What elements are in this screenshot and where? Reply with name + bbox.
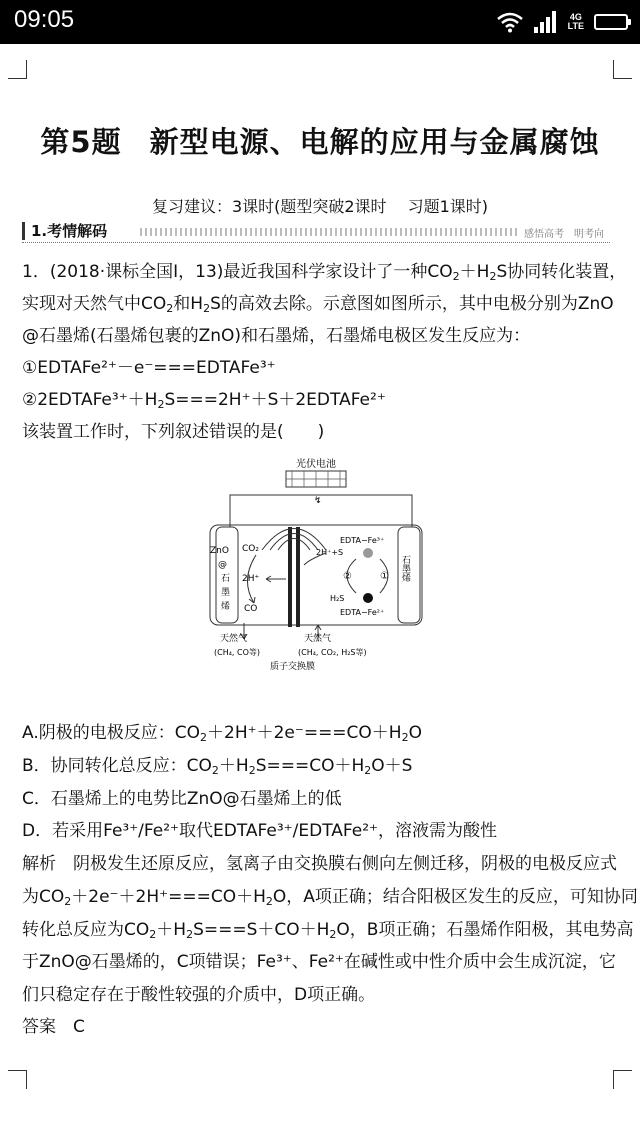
status-bar: [0, 0, 640, 44]
question-line-3: @石墨烯(石墨烯包裹的ZnO)和石墨烯，石墨烯电极区发生反应为：: [22, 326, 531, 346]
electrolysis-diagram: [200, 455, 440, 683]
label-co2: CO₂: [242, 544, 259, 554]
answer: 答案 C: [22, 1017, 85, 1037]
analysis-line-2: 为$CO_2+2e^-+2H^+===CO+H_2O$，A项正确；结合阳极区发生的反应，可知协同: [22, 887, 638, 908]
option-a: A.阴极的电极反应：$CO_2+2H^++2e^-===CO+H_2O$: [22, 723, 422, 744]
label-co: CO: [244, 604, 258, 614]
option-d: D．若采用Fe³⁺/Fe²⁺取代EDTAFe³⁺/EDTAFe²⁺，溶液需为酸性: [22, 821, 497, 841]
section-subtitle: 感悟高考 明考向: [524, 229, 604, 240]
label-2h: 2H⁺: [242, 574, 260, 584]
svg-text:ZnO: ZnO: [210, 546, 229, 556]
signal-icon: [534, 11, 558, 33]
section-divider: [140, 228, 520, 236]
pv-label: 光伏电池: [296, 459, 336, 470]
reaction-1: ①EDTAFe²⁺－e⁻===EDTAFe³⁺: [22, 358, 276, 378]
reaction-2: $②2EDTAFe^{3+}+H_2S===2H^++S+2EDTAFe^{2+}$: [22, 390, 386, 411]
label-step-2: ②: [343, 571, 352, 582]
label-gas-out: 天然气: [220, 634, 248, 644]
label-2h-s: 2H⁺+S: [316, 548, 344, 557]
label-graphene: 石墨烯: [400, 555, 410, 582]
question-line-1: 1．(2018·课标全国Ⅰ，13)最近我国科学家设计了一种$CO_2+H_2S$协同转化装置，: [22, 262, 627, 283]
label-edta-fe3: EDTA−Fe³⁺: [340, 536, 385, 545]
proton-exchange-membrane: [288, 527, 292, 627]
label-gas-in: 天然气: [304, 634, 332, 644]
wifi-icon: [496, 11, 524, 33]
question-line-2: 实现对天然气中$CO_2$和$H_2S$的高效去除。示意图如图所示，其中电极分别为ZnO: [22, 294, 614, 315]
option-b: B．协同转化总反应：$CO_2+H_2S===CO+H_2O+S$: [22, 756, 413, 777]
label-edta-fe2: EDTA−Fe²⁺: [340, 608, 385, 617]
question-prompt: 该装置工作时，下列叙述错误的是( ): [22, 422, 325, 442]
page-title: [0, 120, 640, 161]
label-gas-out-composition: (CH₄, CO等): [214, 648, 261, 657]
label-step-1: ①: [380, 571, 389, 582]
svg-text:↯: ↯: [314, 496, 322, 506]
crop-mark-bottom-left: [8, 1070, 27, 1089]
label-membrane: 质子交换膜: [270, 662, 316, 672]
svg-text:@: @: [218, 560, 227, 570]
title-number: 第5题: [40, 125, 122, 159]
title-text: 新型电源、电解的应用与金属腐蚀: [149, 125, 600, 159]
option-c: C．石墨烯上的电势比ZnO@石墨烯上的低: [22, 789, 342, 809]
battery-icon: [594, 14, 628, 30]
analysis-line-3: 转化总反应为$CO_2+H_2S===S+CO+H_2O$，B项正确；石墨烯作阳极，其电势高: [22, 920, 634, 941]
analysis-line-5: 们只稳定存在于酸性较强的介质中，D项正确。: [22, 985, 376, 1005]
label-gas-in-composition: (CH₄, CO₂, H₂S等): [298, 648, 367, 657]
review-suggestion: 复习建议：3课时(题型突破2课时 习题1课时): [151, 197, 489, 216]
section-label: 1.考情解码: [22, 222, 107, 240]
svg-text:墨: 墨: [221, 588, 231, 598]
analysis-line-4: 于ZnO@石墨烯的，C项错误；Fe³⁺、Fe²⁺在碱性或中性介质中会生成沉淀，它: [22, 952, 616, 972]
analysis-line-1: 解析 阴极发生还原反应，氢离子由交换膜右侧向左侧迁移，阴极的电极反应式: [22, 854, 617, 874]
label-h2s: H₂S: [330, 594, 345, 603]
svg-text:烯: 烯: [221, 602, 231, 612]
crop-mark-top-right: [613, 60, 632, 79]
section-header: [22, 222, 610, 243]
status-time: 09:05: [14, 6, 75, 33]
network-type-icon: 4G LTE: [567, 12, 584, 31]
crop-mark-top-left: [8, 60, 27, 79]
crop-mark-bottom-right: [613, 1070, 632, 1089]
svg-text:石: 石: [221, 574, 231, 584]
